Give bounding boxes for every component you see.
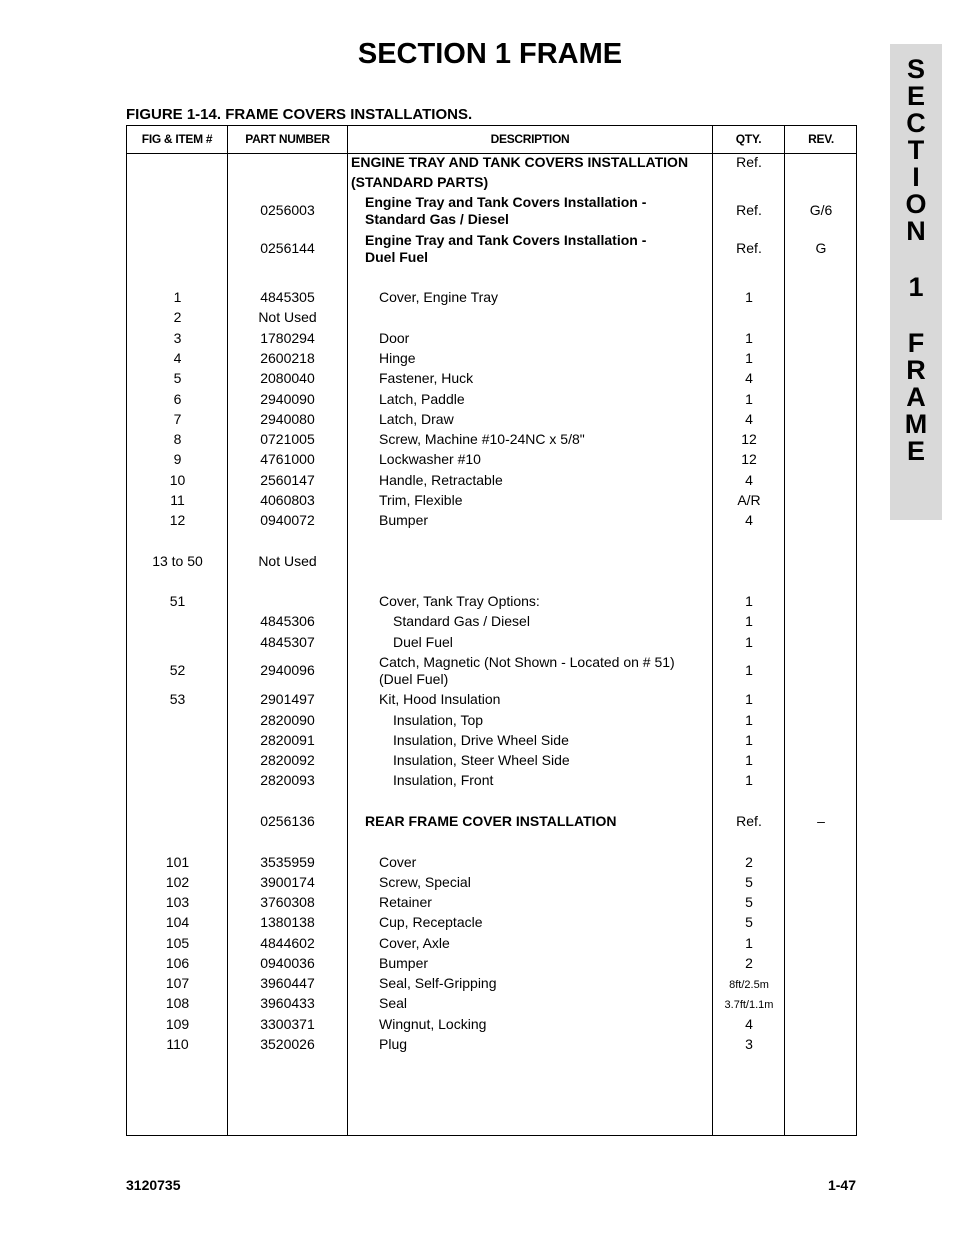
part-number: 3520026 xyxy=(260,1036,315,1052)
part-number: 2940090 xyxy=(260,391,315,407)
quantity: 1 xyxy=(745,593,753,609)
item-number: 2 xyxy=(173,309,182,325)
quantity: 4 xyxy=(745,472,753,488)
description: ENGINE TRAY AND TANK COVERS INSTALLATION xyxy=(351,154,689,170)
item-number: 8 xyxy=(173,431,182,447)
quantity: Ref. xyxy=(736,240,762,256)
side-tab-letter: S xyxy=(906,54,925,84)
item-number: 52 xyxy=(169,662,186,678)
quantity: A/R xyxy=(737,492,761,508)
quantity: 4 xyxy=(745,411,753,427)
item-number: 107 xyxy=(165,975,190,991)
item-number: 11 xyxy=(170,492,185,508)
quantity: 1 xyxy=(745,634,753,650)
item-number: 103 xyxy=(165,894,190,910)
part-number: 0256144 xyxy=(260,240,315,256)
revision: G/6 xyxy=(809,202,833,218)
item-number: 105 xyxy=(165,935,190,951)
item-number: 53 xyxy=(169,691,186,707)
part-number: 2901497 xyxy=(260,691,315,707)
description: Cover, Axle xyxy=(379,935,450,951)
part-number: 0256136 xyxy=(260,813,315,829)
part-number: 2080040 xyxy=(260,370,315,386)
side-tab-letter: I xyxy=(912,162,920,192)
description: Seal xyxy=(379,995,408,1011)
side-tab-letter: E xyxy=(906,436,925,466)
item-number: 4 xyxy=(173,350,182,366)
quantity: 1 xyxy=(745,330,753,346)
quantity: 1 xyxy=(745,935,753,951)
description: (STANDARD PARTS) xyxy=(351,174,489,190)
header-part-number: PART NUMBER xyxy=(245,132,330,146)
description: Insulation, Front xyxy=(393,772,494,788)
description: Fastener, Huck xyxy=(379,370,474,386)
part-number: 2560147 xyxy=(260,472,315,488)
description-continued: (Duel Fuel) xyxy=(379,671,449,687)
description-continued: Duel Fuel xyxy=(365,249,429,265)
item-number: 12 xyxy=(169,512,186,528)
parts-table xyxy=(126,125,857,1136)
part-number: Not Used xyxy=(258,553,317,569)
part-number: Not Used xyxy=(258,309,317,325)
item-number: 7 xyxy=(173,411,182,427)
side-tab-letter: M xyxy=(904,409,928,439)
part-number: 3760308 xyxy=(260,894,315,910)
description: Latch, Draw xyxy=(379,411,454,427)
quantity: 2 xyxy=(745,854,753,870)
part-number: 2820092 xyxy=(260,752,315,768)
quantity: 5 xyxy=(745,894,753,910)
description: Standard Gas / Diesel xyxy=(393,613,530,629)
quantity: 1 xyxy=(745,752,753,768)
quantity: Ref. xyxy=(736,813,762,829)
item-number: 5 xyxy=(173,370,182,386)
side-tab-letter: 1 xyxy=(908,272,924,302)
part-number: 3900174 xyxy=(260,874,315,890)
description: Duel Fuel xyxy=(393,634,453,650)
description: Retainer xyxy=(379,894,432,910)
column-divider xyxy=(347,126,348,1135)
description: Door xyxy=(379,330,410,346)
quantity: 12 xyxy=(741,451,757,467)
description: Lockwasher #10 xyxy=(379,451,481,467)
side-tab-letter: T xyxy=(907,135,925,165)
part-number: 4845305 xyxy=(260,289,315,305)
description: Wingnut, Locking xyxy=(379,1016,487,1032)
part-number: 1380138 xyxy=(260,914,315,930)
part-number: 3535959 xyxy=(260,854,315,870)
item-number: 10 xyxy=(169,472,186,488)
part-number: 3300371 xyxy=(260,1016,315,1032)
page-title: SECTION 1 FRAME xyxy=(357,38,623,70)
description: Bumper xyxy=(379,512,429,528)
description: Cover, Engine Tray xyxy=(379,289,499,305)
part-number: 2820090 xyxy=(260,712,315,728)
page-number: 1-47 xyxy=(827,1177,856,1193)
part-number: 2820091 xyxy=(260,732,315,748)
item-number: 6 xyxy=(173,391,182,407)
item-number: 106 xyxy=(165,955,190,971)
description: Insulation, Drive Wheel Side xyxy=(393,732,569,748)
description: Engine Tray and Tank Covers Installation - xyxy=(365,232,647,248)
description: Handle, Retractable xyxy=(379,472,503,488)
description: Cup, Receptacle xyxy=(379,914,483,930)
revision: G xyxy=(815,240,827,256)
part-number: 2940096 xyxy=(260,662,315,678)
side-tab-letter: C xyxy=(906,108,926,138)
quantity: 1 xyxy=(745,350,753,366)
description: Engine Tray and Tank Covers Installation - xyxy=(365,194,647,210)
quantity: 1 xyxy=(745,613,753,629)
header-rev: REV. xyxy=(808,132,834,146)
item-number: 102 xyxy=(165,874,190,890)
part-number: 2940080 xyxy=(260,411,315,427)
description: Catch, Magnetic (Not Shown - Located on # 51) xyxy=(379,654,675,670)
part-number: 4844602 xyxy=(260,935,315,951)
description: Insulation, Steer Wheel Side xyxy=(393,752,570,768)
description: Screw, Special xyxy=(379,874,471,890)
quantity: 1 xyxy=(745,732,753,748)
quantity: 1 xyxy=(745,772,753,788)
quantity: 3.7ft/1.1m xyxy=(724,999,774,1011)
part-number: 3960447 xyxy=(260,975,315,991)
side-tab-letter: A xyxy=(906,382,926,412)
header-item: FIG & ITEM # xyxy=(141,132,213,146)
quantity: 12 xyxy=(741,431,757,447)
item-number: 9 xyxy=(173,451,182,467)
quantity: Ref. xyxy=(736,202,762,218)
side-tab-letter: E xyxy=(906,81,925,111)
item-number: 109 xyxy=(165,1016,190,1032)
part-number: 2820093 xyxy=(260,772,315,788)
item-number: 51 xyxy=(169,593,186,609)
quantity: 1 xyxy=(745,712,753,728)
part-number: 1780294 xyxy=(260,330,315,346)
quantity: 1 xyxy=(745,691,753,707)
description: Bumper xyxy=(379,955,429,971)
quantity: 2 xyxy=(745,955,753,971)
description: Plug xyxy=(379,1036,408,1052)
part-number: 2600218 xyxy=(260,350,315,366)
part-number: 0721005 xyxy=(260,431,315,447)
item-number: 101 xyxy=(165,854,190,870)
quantity: 5 xyxy=(745,874,753,890)
quantity: 8ft/2.5m xyxy=(729,979,769,991)
item-number: 1 xyxy=(173,289,182,305)
quantity: 4 xyxy=(745,370,753,386)
quantity: 4 xyxy=(745,512,753,528)
item-number: 3 xyxy=(173,330,182,346)
quantity: 1 xyxy=(745,662,753,678)
part-number: 4845306 xyxy=(260,613,315,629)
part-number: 0940072 xyxy=(260,512,315,528)
description: Kit, Hood Insulation xyxy=(379,691,501,707)
description: Trim, Flexible xyxy=(379,492,463,508)
quantity: 5 xyxy=(745,914,753,930)
side-tab-letter: N xyxy=(906,216,926,246)
description: Seal, Self-Gripping xyxy=(379,975,497,991)
item-number: 108 xyxy=(165,995,190,1011)
part-number: 4845307 xyxy=(260,634,315,650)
side-tab-letter: R xyxy=(906,355,926,385)
description-continued: Standard Gas / Diesel xyxy=(365,211,509,227)
description: REAR FRAME COVER INSTALLATION xyxy=(365,813,617,829)
part-number: 0256003 xyxy=(260,202,315,218)
part-number: 0940036 xyxy=(260,955,315,971)
description: Screw, Machine #10-24NC x 5/8" xyxy=(379,431,585,447)
item-number: 13 to 50 xyxy=(152,553,203,569)
quantity: 3 xyxy=(745,1036,753,1052)
description: Hinge xyxy=(379,350,416,366)
part-number: 4761000 xyxy=(260,451,315,467)
header-qty: QTY. xyxy=(735,132,762,146)
description: Insulation, Top xyxy=(393,712,484,728)
section-side-tab xyxy=(890,44,942,520)
description: Latch, Paddle xyxy=(379,391,465,407)
description: Cover, Tank Tray Options: xyxy=(379,593,540,609)
side-tab-letter: O xyxy=(905,189,927,219)
part-number: 4060803 xyxy=(260,492,315,508)
item-number: 104 xyxy=(165,914,190,930)
quantity: 1 xyxy=(745,391,753,407)
quantity: 1 xyxy=(745,289,753,305)
header-description: DESCRIPTION xyxy=(490,132,570,146)
figure-caption: FIGURE 1-14. FRAME COVERS INSTALLATIONS. xyxy=(126,106,473,123)
part-number: 3960433 xyxy=(260,995,315,1011)
quantity: 4 xyxy=(745,1016,753,1032)
side-tab-letter: F xyxy=(907,328,925,358)
description: Cover xyxy=(379,854,417,870)
revision: – xyxy=(817,813,825,829)
document-number: 3120735 xyxy=(126,1177,181,1193)
item-number: 110 xyxy=(166,1036,189,1052)
quantity: Ref. xyxy=(736,154,762,170)
